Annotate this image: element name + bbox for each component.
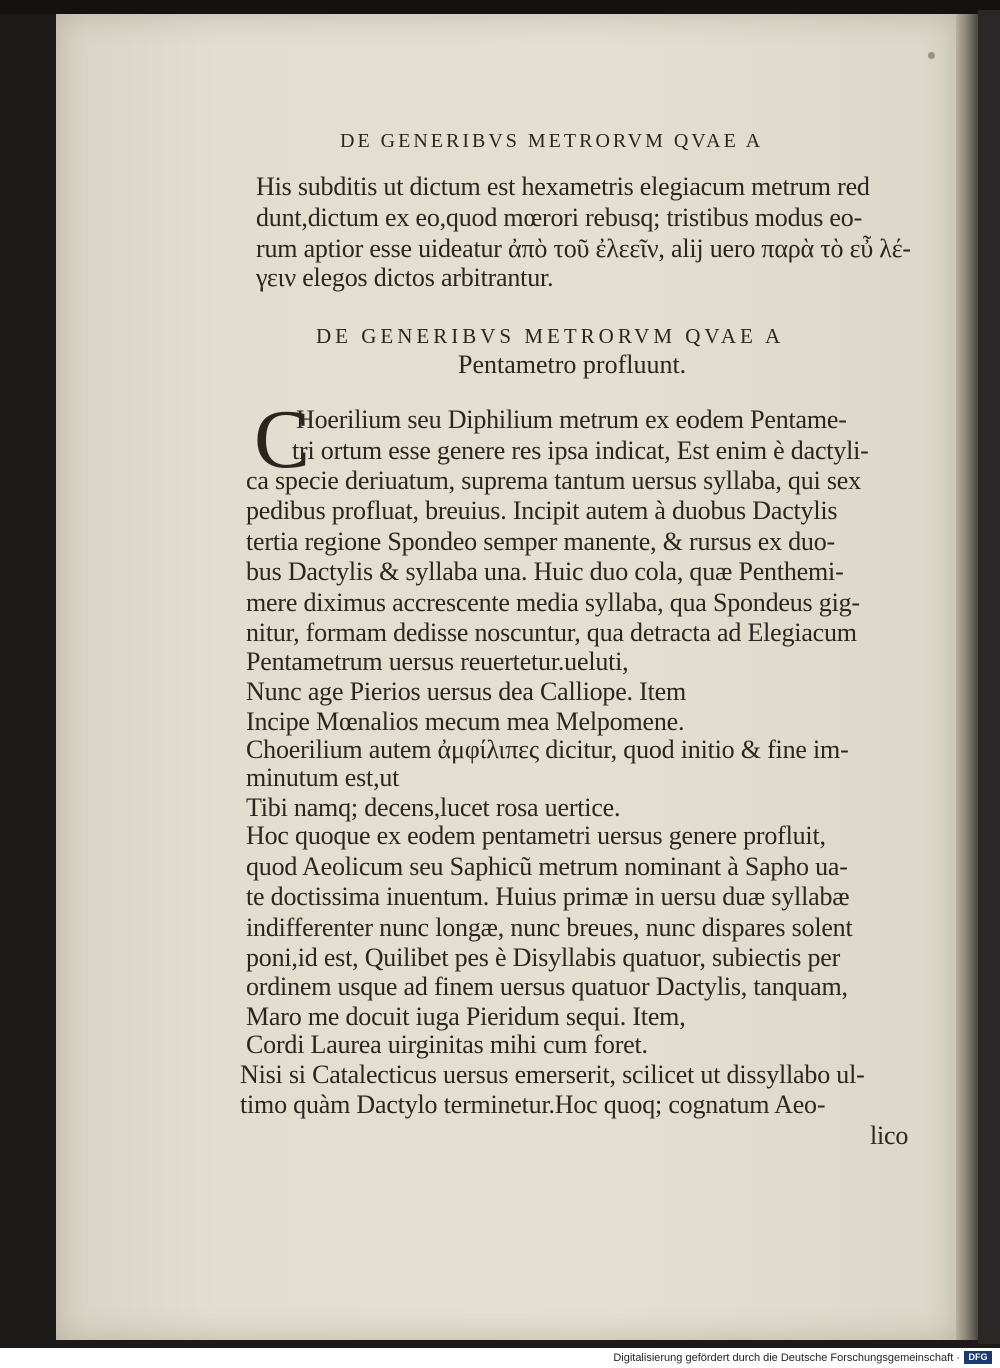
digitization-footer (0, 1348, 1000, 1368)
dfg-logo: DFG (964, 1351, 992, 1364)
text-line: Cordi Laurea uirginitas mihi cum foret. (246, 1030, 648, 1059)
funding-credit: Digitalisierung gefördert durch die Deutsche Forschungsgemeinschaft · (613, 1352, 960, 1364)
catchword: lico (870, 1121, 909, 1150)
text-line: Hoc quoque ex eodem pentametri uersus genere profluit, (246, 821, 826, 850)
text-line: indifferenter nunc longæ, nunc breues, nunc dispares solent (246, 913, 853, 942)
text-line: Nisi si Catalecticus uersus emerserit, scilicet ut dissyllabo ul- (240, 1060, 865, 1089)
text-line: quod Aeolicum seu Saphicũ metrum nominant à Sapho ua- (246, 852, 848, 881)
text-line: nitur, formam dedisse noscuntur, qua detracta ad Elegiacum (246, 618, 857, 647)
text-line: poni,id est, Quilibet pes è Disyllabis quatuor, subiectis per (246, 943, 841, 972)
text-line: Maro me docuit iuga Pieridum sequi. Item, (246, 1002, 686, 1031)
text-line: ca specie deriuatum, suprema tantum uersus syllaba, qui sex (246, 466, 861, 495)
text-line: timo quàm Dactylo terminetur.Hoc quoq; cognatum Aeo- (240, 1090, 826, 1119)
text-line: Hoerilium seu Diphilium metrum ex eodem Pentame- (296, 405, 847, 434)
text-line: His subditis ut dictum est hexametris elegiacum metrum red (256, 172, 870, 201)
text-line: tri ortum esse genere res ipsa indicat, Est enim è dactyli- (292, 436, 869, 465)
text-line: tertia regione Spondeo semper manente, & rursus ex duo- (246, 527, 835, 556)
text-line: bus Dactylis & syllaba una. Huic duo cola, quæ Penthemi- (246, 557, 844, 586)
text-line: γειν elegos dictos arbitrantur. (256, 263, 554, 292)
text-line: minutum est,ut (246, 763, 400, 792)
running-head: DE GENERIBVS METRORVM QVAE A (340, 130, 764, 152)
section-subheading: Pentametro profluunt. (458, 350, 687, 379)
text-line: rum aptior esse uideatur ἀπὸ τοῦ ἐλεεῖν, alij uero παρὰ τὸ εὖ λέ- (256, 234, 911, 263)
text-line: dunt,dictum ex eo,quod mœrori rebusq; tristibus modus eo- (256, 203, 863, 232)
text-line: Incipe Mœnalios mecum mea Melpomene. (246, 707, 685, 736)
text-line: mere diximus accrescente media syllaba, qua Spondeus gig- (246, 588, 860, 617)
section-heading: DE GENERIBVS METRORVM QVAE A (316, 324, 785, 348)
text-line: Tibi namq; decens,lucet rosa uertice. (246, 793, 621, 822)
text-line: pedibus profluat, breuius. Incipit autem à duobus Dactylis (246, 496, 838, 525)
drop-capital: C (254, 393, 311, 486)
text-line: te doctissima inuentum. Huius primæ in uersu duæ syllabæ (246, 882, 850, 911)
text-line: Choerilium autem ἀμφίλιπες dicitur, quod initio & fine im- (246, 735, 849, 764)
text-line: ordinem usque ad finem uersus quatuor Dactylis, tanquam, (246, 972, 848, 1001)
text-line: Nunc age Pierios uersus dea Calliope. Item (246, 677, 686, 706)
text-line: Pentametrum uersus reuertetur.ueluti, (246, 647, 629, 676)
